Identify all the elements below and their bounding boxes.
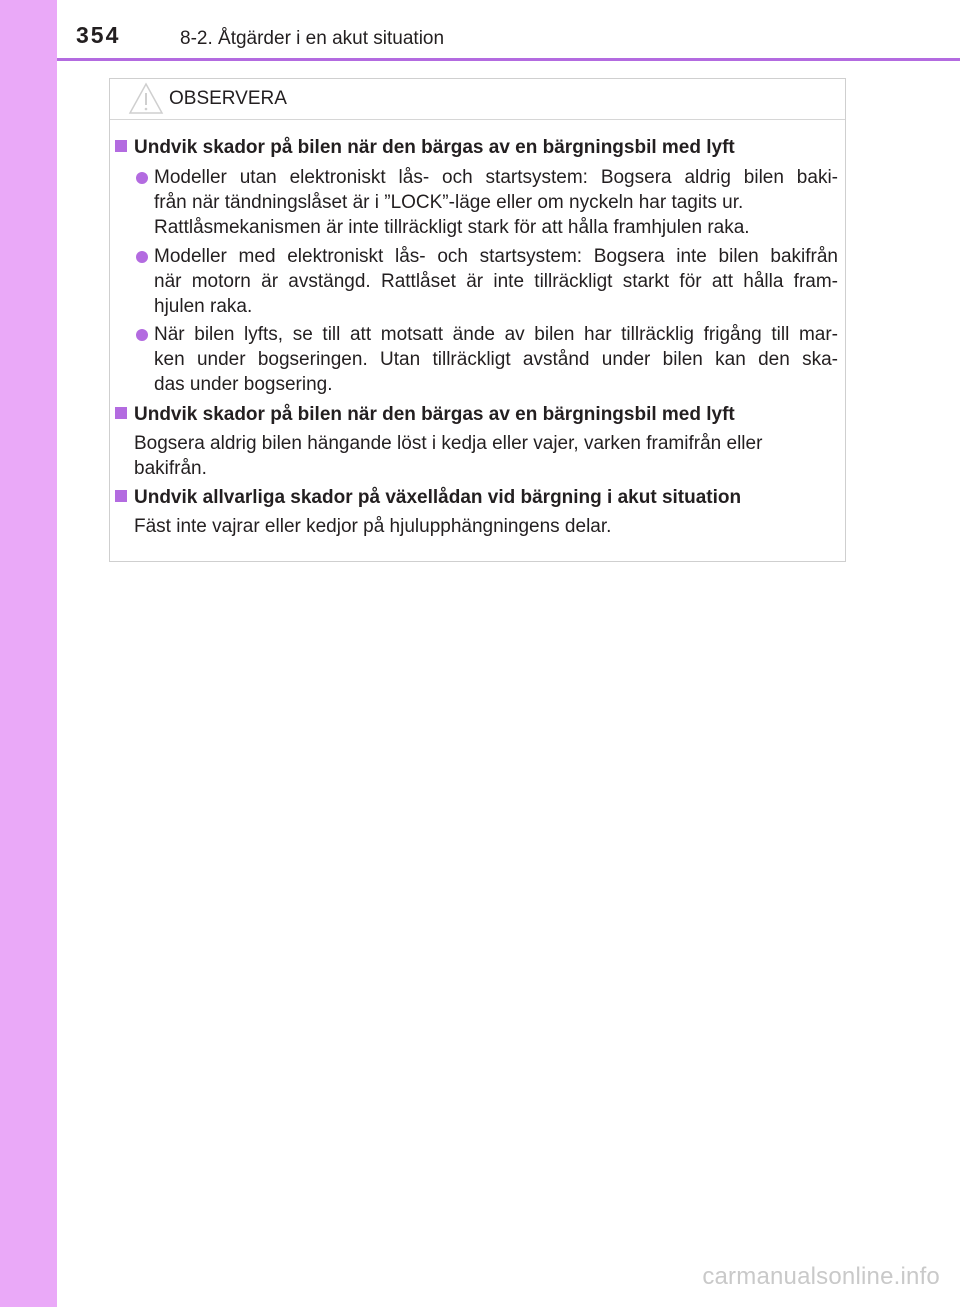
warning-triangle-icon: [128, 82, 164, 115]
list-item: När bilen lyfts, se till att motsatt ände av bilen har tillräcklig frigång till mar- ken under bogseringen. Utan tillräckligt avstånd under bilen kan den ska- das under bogsering.: [136, 322, 838, 397]
list-item: Modeller med elektroniskt lås- och startsystem: Bogsera inte bilen bakifrån när motorn är avstängd. Rattlåset är inte tillräckligt starkt för att hålla fram- hjulen raka.: [136, 244, 838, 319]
square-bullet-icon: [115, 407, 127, 419]
caution-heading: Undvik allvarliga skador på växellådan vid bärgning i akut situation: [115, 487, 741, 509]
caution-label: OBSERVERA: [169, 88, 287, 109]
caution-heading: Undvik skador på bilen när den bärgas av en bärgningsbil med lyft: [115, 404, 735, 426]
list-item: Modeller utan elektroniskt lås- och startsystem: Bogsera aldrig bilen baki- från när tändningslåset är i ”LOCK”-läge eller om nyckeln har tagits ur. Rattlåsmekanismen är inte tillräckligt stark för att hålla framhjulen raka.: [136, 165, 838, 240]
caution-header: [110, 79, 845, 120]
round-bullet-icon: [136, 329, 148, 341]
round-bullet-icon: [136, 251, 148, 263]
caution-paragraph: Fäst inte vajrar eller kedjor på hjulupphängningens delar.: [134, 516, 612, 537]
square-bullet-icon: [115, 490, 127, 502]
watermark: carmanualsonline.info: [702, 1263, 940, 1290]
section-title: 8-2. Åtgärder i en akut situation: [180, 28, 445, 49]
round-bullet-icon: [136, 172, 148, 184]
caution-heading: Undvik skador på bilen när den bärgas av en bärgningsbil med lyft: [115, 137, 735, 159]
chapter-side-tab: [0, 0, 57, 1307]
page-number: 354: [76, 22, 121, 48]
header-rule: [57, 58, 960, 61]
caution-paragraph: Bogsera aldrig bilen hängande löst i kedja eller vajer, varken framifrån eller bakifrån.: [134, 433, 763, 479]
square-bullet-icon: [115, 140, 127, 152]
